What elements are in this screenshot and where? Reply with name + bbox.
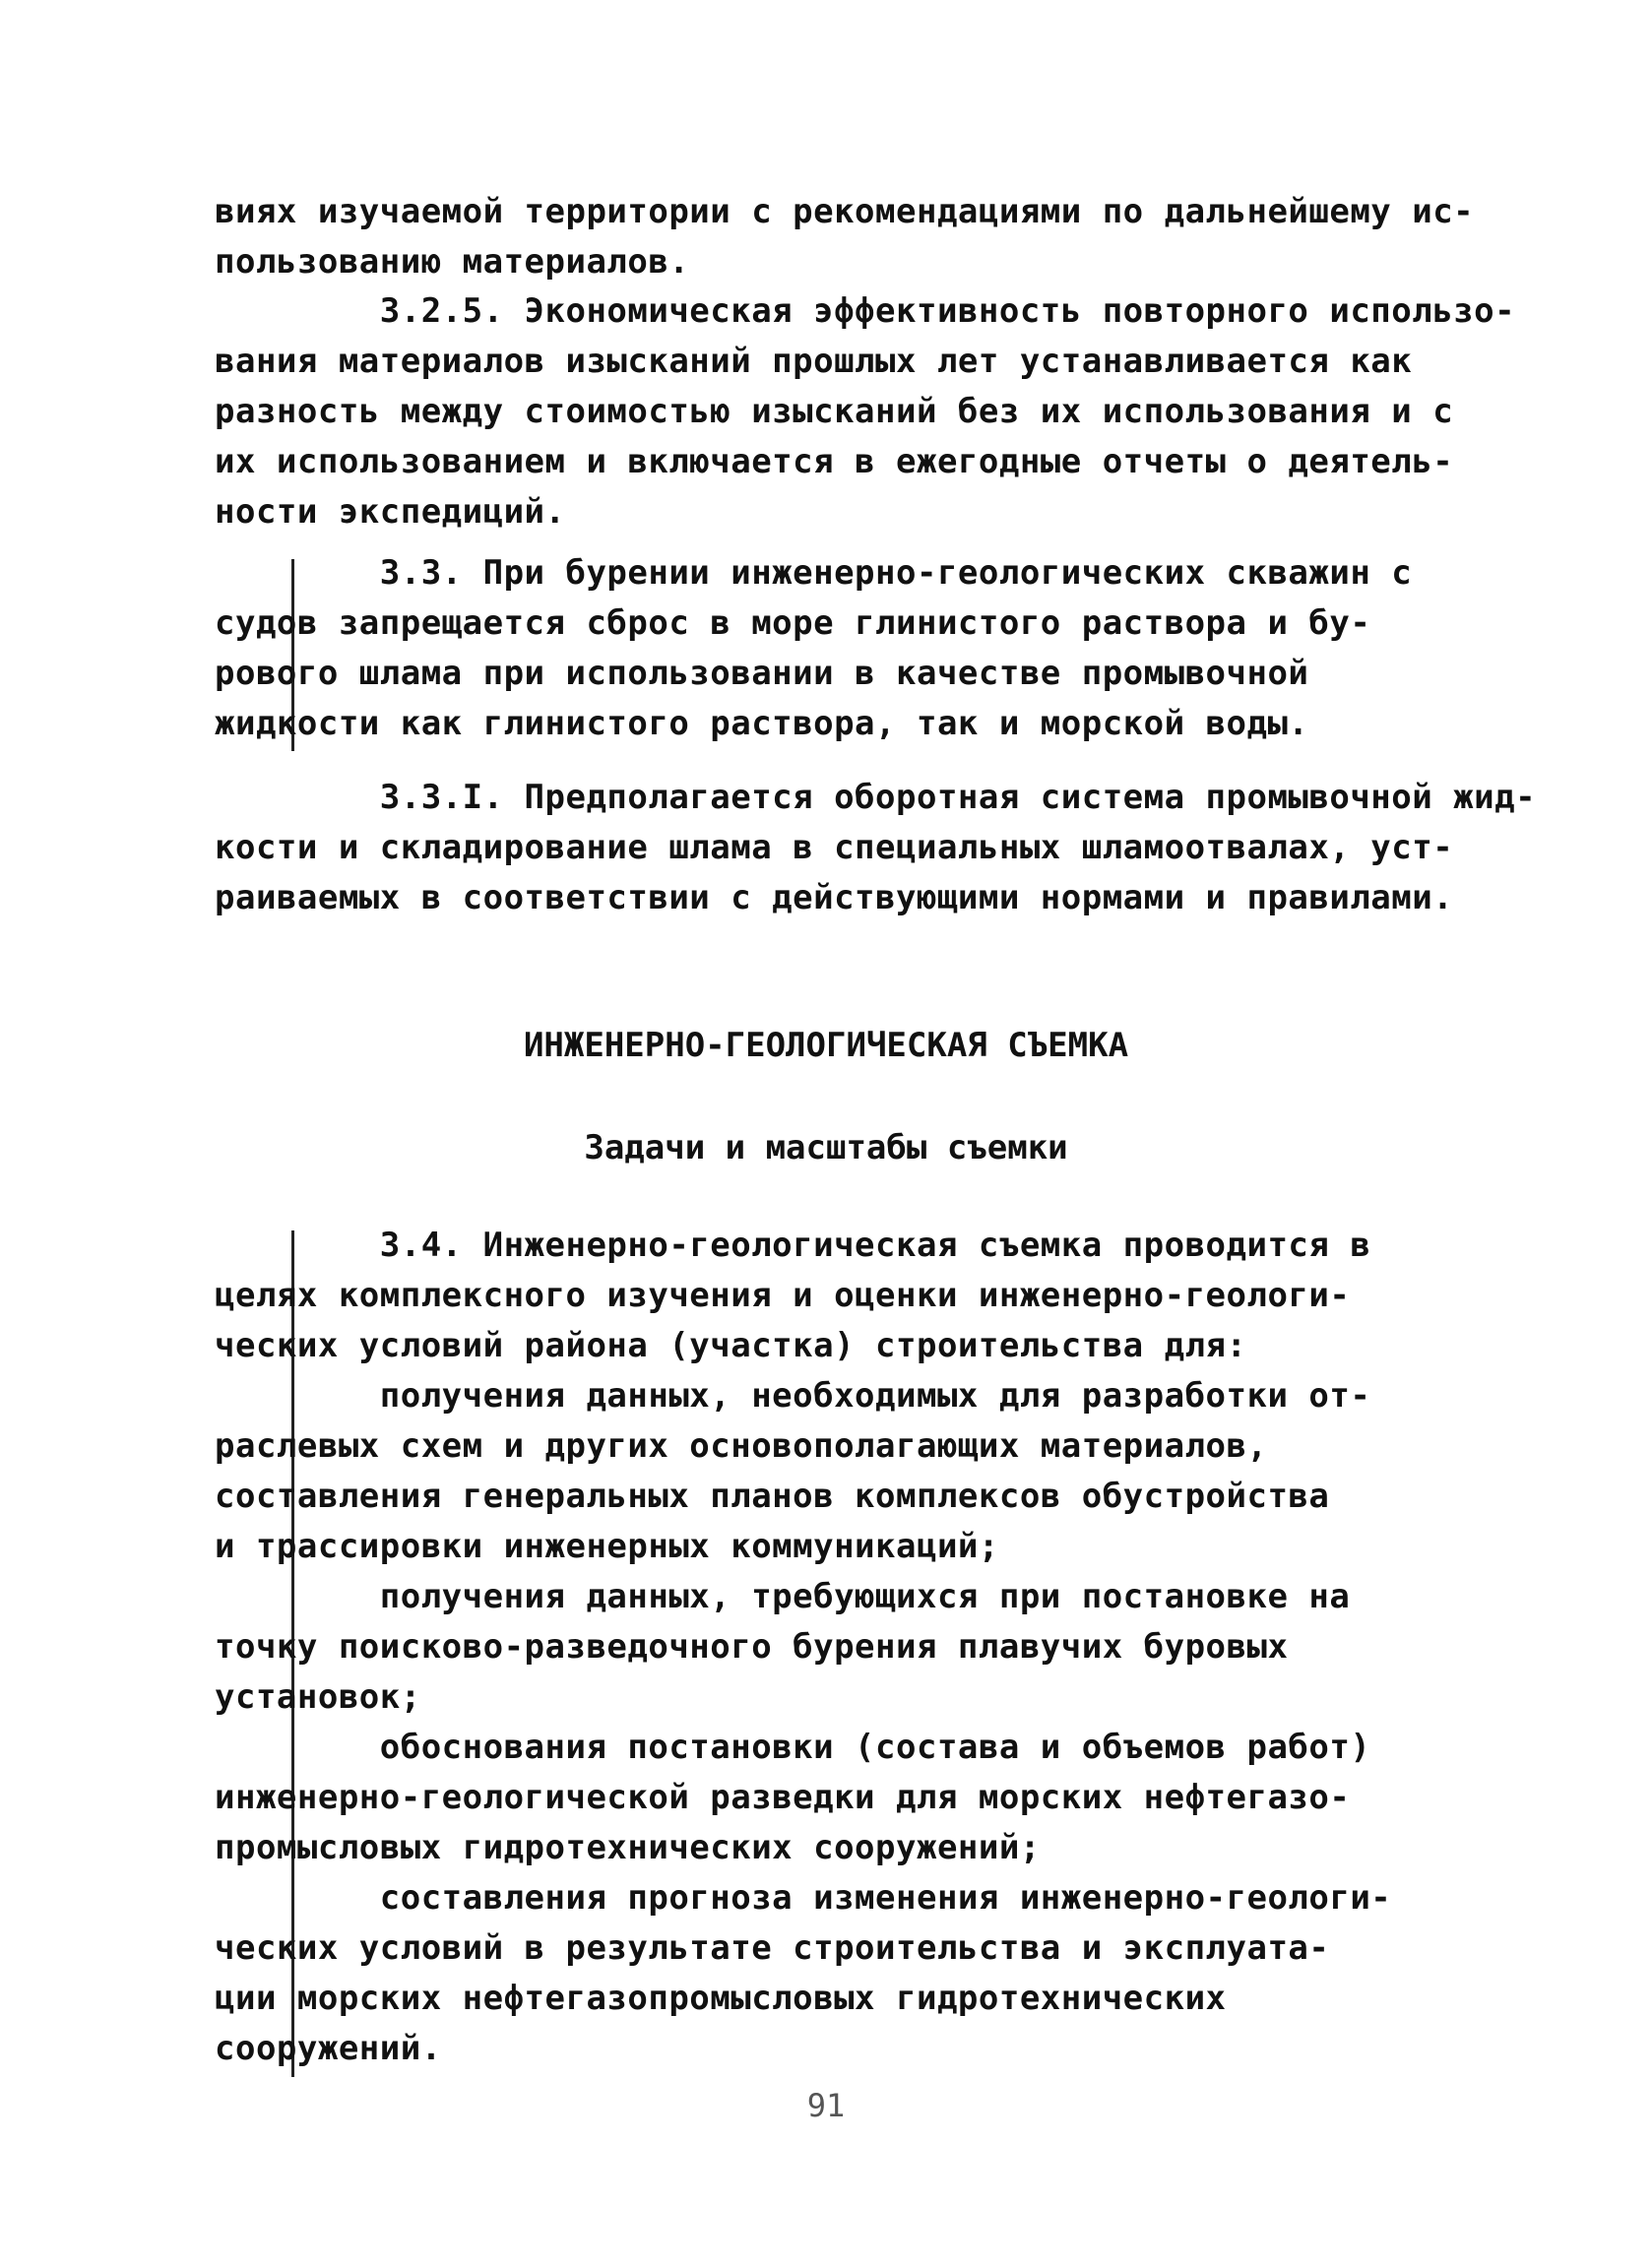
paragraph-3-3-1: 3.3.I. Предполагается оборотная система промывочной жид- кости и складирование шлама в специальных шламоотвалах, уст- раиваемых в соответствии с действующими нормами и правилами. (215, 778, 1537, 917)
section-heading: ИНЖЕНЕРНО-ГЕОЛОГИЧЕСКАЯ СЪЕМКА (523, 1026, 1129, 1065)
paragraph-3-3: 3.3. При бурении инженерно-геологических скважин с судов запрещается сброс в море глинистого раствора и бу- рового шлама при использовании в качестве промывочной жидкости как глинистого раствора, так и морской воды. (215, 553, 1413, 743)
subsection-heading: Задачи и масштабы съемки (584, 1128, 1068, 1167)
page-number: 91 (806, 2087, 846, 2124)
paragraph-3-2-5: 3.2.5. Экономическая эффективность повторного использо- вания материалов изысканий прошлых лет устанавливается как разность между стоимостью изысканий без их использования и с их использованием и включается в ежегодные отчеты о деятель- ности экспедиций. (215, 291, 1516, 532)
paragraph-3-4: 3.4. Инженерно-геологическая съемка проводится в целях комплексного изучения и оценки инженерно-геологи- ческих условий района (участка) строительства для: получения данных, необходимых для разработки от- раслевых схем и других основополагающих материалов, составления генеральных планов комплексов обустройства и трассировки инженерных коммуникаций; получения данных, требующихся при постановке на точку поисково-разведочного бурения плавучих буровых установок; обоснования постановки (состава и объемов работ) инженерно-геологической разведки для морских нефтегазо- промысловых гидротехнических сооружений; составления прогноза изменения инженерно-геологи- ческих условий в результате строительства и эксплуата- ции морских нефтегазопромысловых гидротехнических сооружений. (215, 1226, 1392, 2068)
paragraph-continuation: виях изучаемой территории с рекомендациями по дальнейшему ис- пользованию материалов. (215, 192, 1475, 282)
